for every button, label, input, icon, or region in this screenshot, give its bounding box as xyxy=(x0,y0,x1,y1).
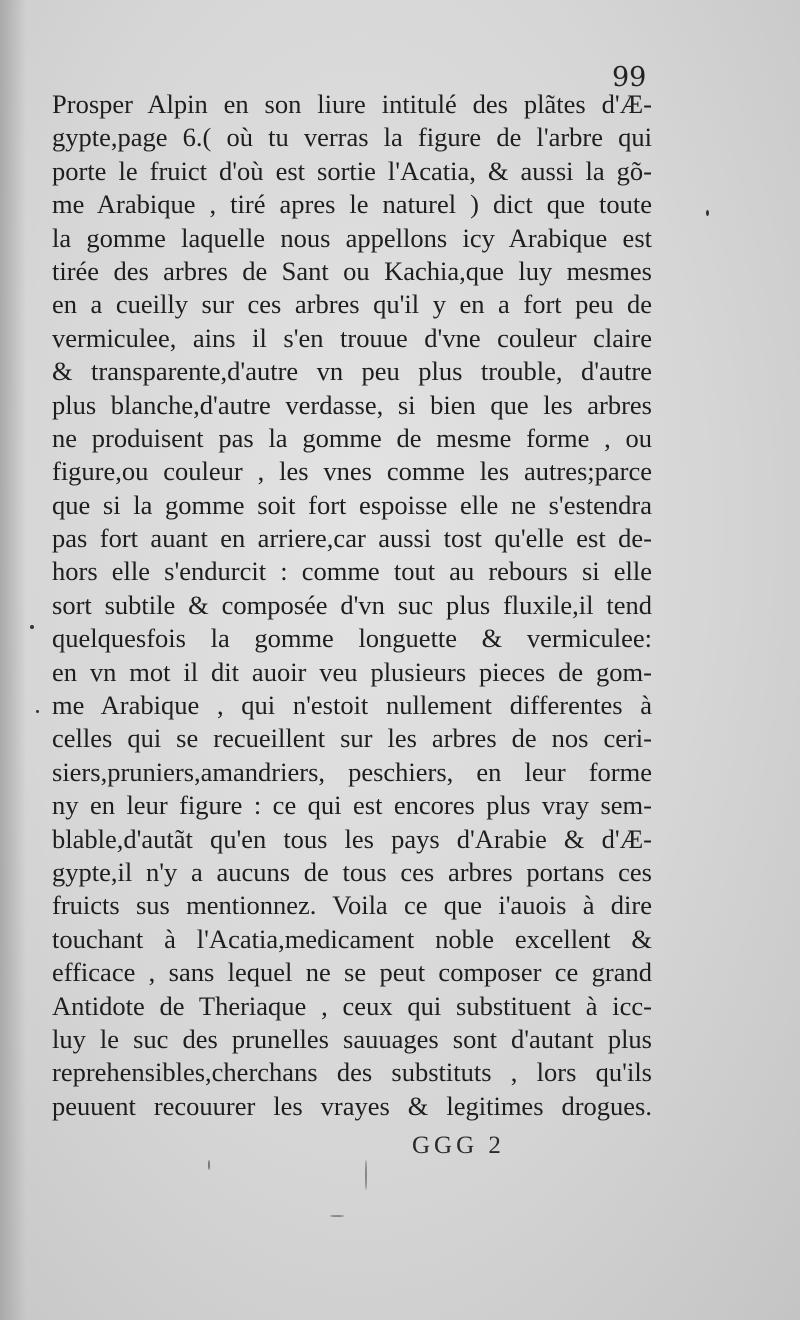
text-line: reprehensibles,cherchans des substituts , lors qu'ils xyxy=(52,1057,652,1088)
text-line: pas fort auant en arriere,car aussi tost qu'elle est de- xyxy=(52,523,652,554)
ink-speck xyxy=(208,1160,210,1170)
text-line: luy le suc des prunelles sauuages sont d'autant plus xyxy=(52,1023,652,1054)
ink-speck xyxy=(365,1160,367,1190)
text-line: porte le fruict d'où est sortie l'Acatia, & aussi la gõ- xyxy=(52,155,652,186)
text-line: que si la gomme soit fort espoisse elle ne s'estendra xyxy=(52,489,652,520)
text-line: celles qui se recueillent sur les arbres de nos ceri- xyxy=(52,723,652,754)
text-line: & transparente,d'autre vn peu plus trouble, d'autre xyxy=(52,356,652,387)
text-line: peuuent recouurer les vrayes & legitimes drogues. xyxy=(52,1090,652,1121)
text-line: ny en leur figure : ce qui est encores plus vray sem- xyxy=(52,790,652,821)
text-line: en a cueilly sur ces arbres qu'il y en a fort peu de xyxy=(52,289,652,320)
ink-speck xyxy=(330,1215,344,1217)
text-line: Prosper Alpin en son liure intitulé des plãtes d'Æ- xyxy=(52,89,652,119)
text-line: gypte,page 6.( où tu verras la figure de l'arbre qui xyxy=(52,122,652,153)
text-line: ne produisent pas la gomme de mesme forme , ou xyxy=(52,422,652,453)
text-line: fruicts sus mentionnez. Voila ce que i'auois à dire xyxy=(52,890,652,921)
text-line: tirée des arbres de Sant ou Kachia,que luy mesmes xyxy=(52,255,652,286)
ink-speck xyxy=(30,625,34,629)
text-line: en vn mot il dit auoir veu plusieurs pieces de gom- xyxy=(52,656,652,687)
text-line: Antidote de Theriaque , ceux qui substituent à icc- xyxy=(52,990,652,1021)
text-line: plus blanche,d'autre verdasse, si bien que les arbres xyxy=(52,389,652,420)
text-line: la gomme laquelle nous appellons icy Arabique est xyxy=(52,222,652,253)
text-line: sort subtile & composée d'vn suc plus fluxile,il tend xyxy=(52,589,652,620)
text-line: quelquesfois la gomme longuette & vermiculee: xyxy=(52,623,652,654)
text-line: figure,ou couleur , les vnes comme les autres;parce xyxy=(52,456,652,487)
printer-signature-mark: GGG 2 xyxy=(412,1132,505,1159)
page-number: 99 xyxy=(612,62,647,93)
ink-speck xyxy=(36,710,39,713)
text-line: touchant à l'Acatia,medicament noble excellent & xyxy=(52,923,652,954)
text-line: blable,d'autãt qu'en tous les pays d'Arabie & d'Æ- xyxy=(52,823,652,854)
text-line: me Arabique , qui n'estoit nullement differentes à xyxy=(52,690,652,721)
text-line: efficace , sans lequel ne se peut composer ce grand xyxy=(52,957,652,988)
text-line: siers,pruniers,amandriers, peschiers, en leur forme xyxy=(52,756,652,787)
text-line: me Arabique , tiré apres le naturel ) dict que toute xyxy=(52,189,652,220)
text-line: vermiculee, ains il s'en trouue d'vne couleur claire xyxy=(52,322,652,353)
text-line: gypte,il n'y a aucuns de tous ces arbres portans ces xyxy=(52,856,652,887)
text-line: hors elle s'endurcit : comme tout au rebours si elle xyxy=(52,556,652,587)
ink-speck xyxy=(706,210,709,216)
